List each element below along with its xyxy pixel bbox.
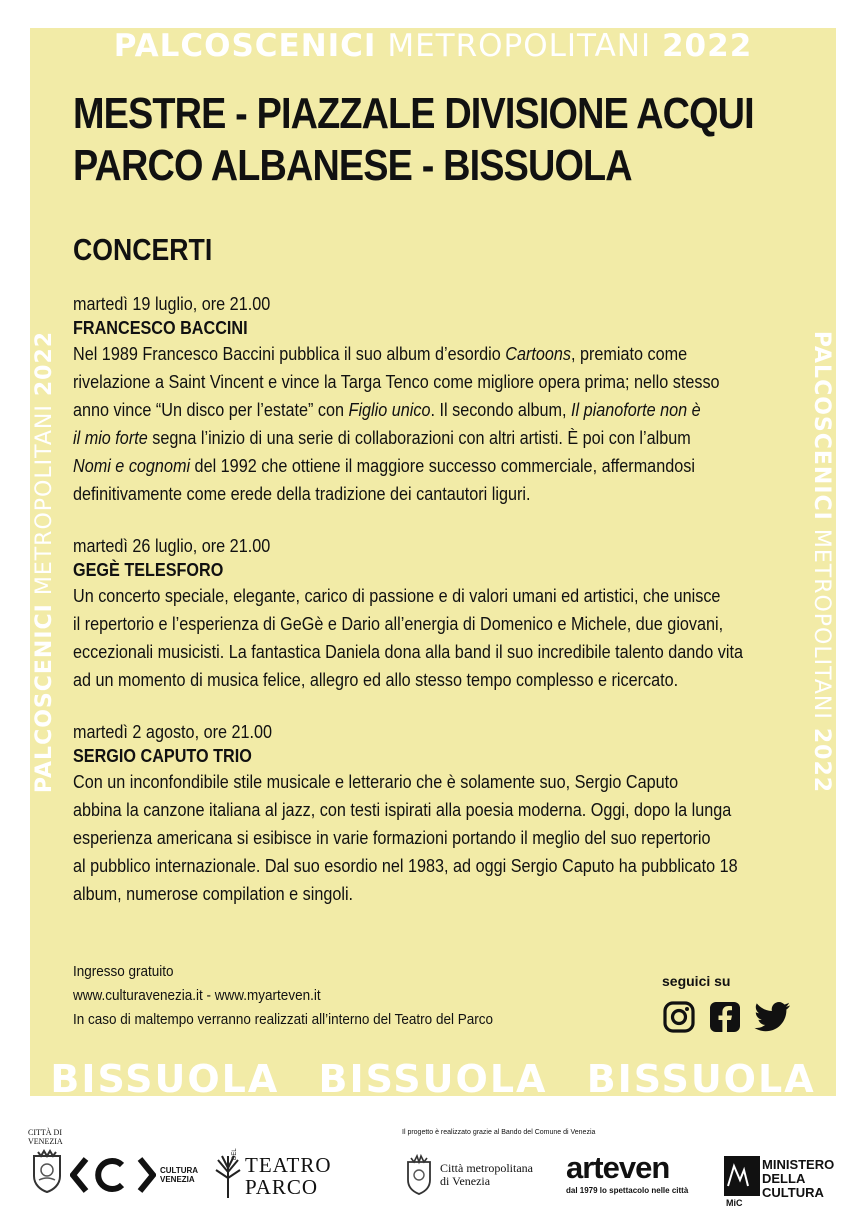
headline-line: PARCO ALBANESE - BISSUOLA (73, 141, 632, 190)
weather-note: In caso di maltempo verranno realizzati all’interno del Teatro del Parco (73, 1011, 493, 1028)
event-date: martedì 2 agosto, ore 21.00 (73, 722, 273, 742)
title-italic: il mio forte (73, 428, 148, 448)
description-line: il mio forte segna l’inizio di una serie di collaborazioni con altri artisti. È poi con l’album (73, 428, 691, 448)
venezia-crest-icon (30, 1148, 64, 1199)
sponsor-footer (0, 1110, 865, 1223)
frame-left-year: 2022 (32, 330, 57, 397)
event-list (73, 292, 793, 908)
event-block (73, 534, 793, 694)
poster-content (73, 88, 793, 908)
frame-right-bold: PALCOSCENICI (809, 330, 834, 521)
teatro-line: TEATRO (245, 1153, 332, 1177)
social-block (662, 972, 802, 1034)
entry-info: Ingresso gratuito (73, 963, 174, 980)
frame-bottom-word: BISSUOLA (50, 1057, 280, 1096)
description-line: ad un momento di musica felice, allegro ed allo stesso tempo complesso e ricercato. (73, 670, 679, 690)
description-line: rivelazione a Saint Vincent e vince la Targa Tenco come migliore opera prima; nello stesso (73, 372, 720, 392)
description-line: eccezionali musicisti. La fantastica Daniela dona alla band il suo incredibile talento dando vita (73, 642, 744, 662)
event-block (73, 720, 793, 908)
title-italic: Il pianoforte non è (570, 400, 701, 420)
mic-line: MINISTERO (762, 1157, 835, 1172)
teatro-line: PARCO (245, 1175, 319, 1199)
event-description (73, 768, 793, 908)
description-line: Un concerto speciale, elegante, carico di passione e di valori umani ed artistici, che unisce (73, 586, 721, 606)
frame-top-text (30, 28, 836, 64)
website-links[interactable]: www.culturavenezia.it - www.myarteven.it (73, 987, 321, 1004)
arteven-logo: arteven (566, 1150, 670, 1185)
description-line: album, numerose compilation e singoli. (73, 884, 354, 904)
teatro-del-label: DEL (232, 1148, 238, 1160)
tree-icon (212, 1154, 244, 1203)
frame-bottom-word: BISSUOLA (586, 1057, 816, 1096)
info-block (73, 960, 493, 1032)
mic-logo-icon (724, 1156, 760, 1201)
frame-right-light: METROPOLITANI (809, 528, 834, 720)
cultura-venezia-logo-icon (70, 1155, 156, 1200)
citta-line: CITTÀ DI (28, 1128, 62, 1137)
event-artist: GEGÈ TELESFORO (73, 560, 224, 580)
instagram-icon[interactable] (662, 1000, 696, 1034)
cm-line: di Venezia (440, 1174, 491, 1188)
social-icons (662, 1000, 802, 1034)
headline-line: MESTRE - PIAZZALE DIVISIONE ACQUI (73, 89, 754, 138)
frame-right-year: 2022 (809, 727, 834, 794)
event-block (73, 292, 793, 508)
frame-top-bold: PALCOSCENICI (113, 28, 377, 64)
description-line: al pubblico internazionale. Dal suo esordio nel 1983, ad oggi Sergio Caputo ha pubblicato 18 (73, 856, 738, 876)
facebook-icon[interactable] (708, 1000, 742, 1034)
citta-venezia-label (28, 1128, 63, 1146)
frame-bottom-text (30, 1056, 836, 1096)
description-line: esperienza americana si esibisce in varie formazioni portando il meglio del suo repertorio (73, 828, 711, 848)
description-line: abbina la canzone italiana al jazz, con testi ispirati alla poesia moderna. Oggi, dopo la lunga (73, 800, 732, 820)
event-description (73, 340, 793, 508)
citta-metropolitana-label (440, 1162, 533, 1188)
mic-line: CULTURA (762, 1185, 824, 1200)
title-italic: Nomi e cognomi (73, 456, 191, 476)
headline (73, 88, 795, 192)
sponsor-note: Il progetto è realizzato grazie al Bando del Comune di Venezia (402, 1129, 596, 1136)
teatro-del-parco-label (245, 1154, 332, 1198)
description-line: definitivamente come erede della tradizione dei cantautori liguri. (73, 484, 531, 504)
title-italic: Cartoons (505, 344, 571, 364)
frame-left-light: METROPOLITANI (32, 404, 57, 596)
social-label: seguici su (662, 973, 731, 989)
ministero-cultura-label (762, 1158, 834, 1200)
cultura-venezia-label (160, 1166, 198, 1184)
citta-metropolitana-crest-icon (404, 1152, 434, 1201)
arteven-tagline: dal 1979 lo spettacolo nelle città (566, 1186, 689, 1195)
title-italic: Figlio unico (348, 400, 431, 420)
citta-line: VENEZIA (28, 1137, 63, 1146)
frame-top-year: 2022 (661, 28, 753, 64)
description-line: Con un inconfondibile stile musicale e letterario che è solamente suo, Sergio Caputo (73, 772, 679, 792)
cultura-line: VENEZIA (160, 1175, 195, 1184)
frame-bottom-word: BISSUOLA (318, 1057, 548, 1096)
event-date: martedì 26 luglio, ore 21.00 (73, 536, 271, 556)
poster (30, 28, 836, 1096)
frame-left-bold: PALCOSCENICI (32, 603, 57, 794)
event-artist: SERGIO CAPUTO TRIO (73, 746, 252, 766)
event-artist: FRANCESCO BACCINI (73, 318, 248, 338)
description-line: Nel 1989 Francesco Baccini pubblica il suo album d’esordio Cartoons, premiato come (73, 344, 688, 364)
section-title: CONCERTI (73, 232, 213, 267)
description-line: il repertorio e l’esperienza di GeGè e Dario all’energia di Domenico e Michele, due giovani, (73, 614, 724, 634)
event-date: martedì 19 luglio, ore 21.00 (73, 294, 271, 314)
frame-right-text (806, 28, 836, 1096)
mic-line: DELLA (762, 1171, 806, 1186)
twitter-icon[interactable] (754, 1000, 788, 1034)
frame-left-text (30, 28, 60, 1096)
mic-mark: MiC (726, 1198, 743, 1208)
frame-top-light: METROPOLITANI (387, 28, 652, 64)
description-line: Nomi e cognomi del 1992 che ottiene il maggiore successo commerciale, affermandosi (73, 456, 695, 476)
cm-line: Città metropolitana (440, 1161, 533, 1175)
cultura-line: CULTURA (160, 1166, 199, 1175)
description-line: anno vince “Un disco per l’estate” con Figlio unico. Il secondo album, Il pianoforte non è (73, 400, 701, 420)
event-description (73, 582, 793, 694)
